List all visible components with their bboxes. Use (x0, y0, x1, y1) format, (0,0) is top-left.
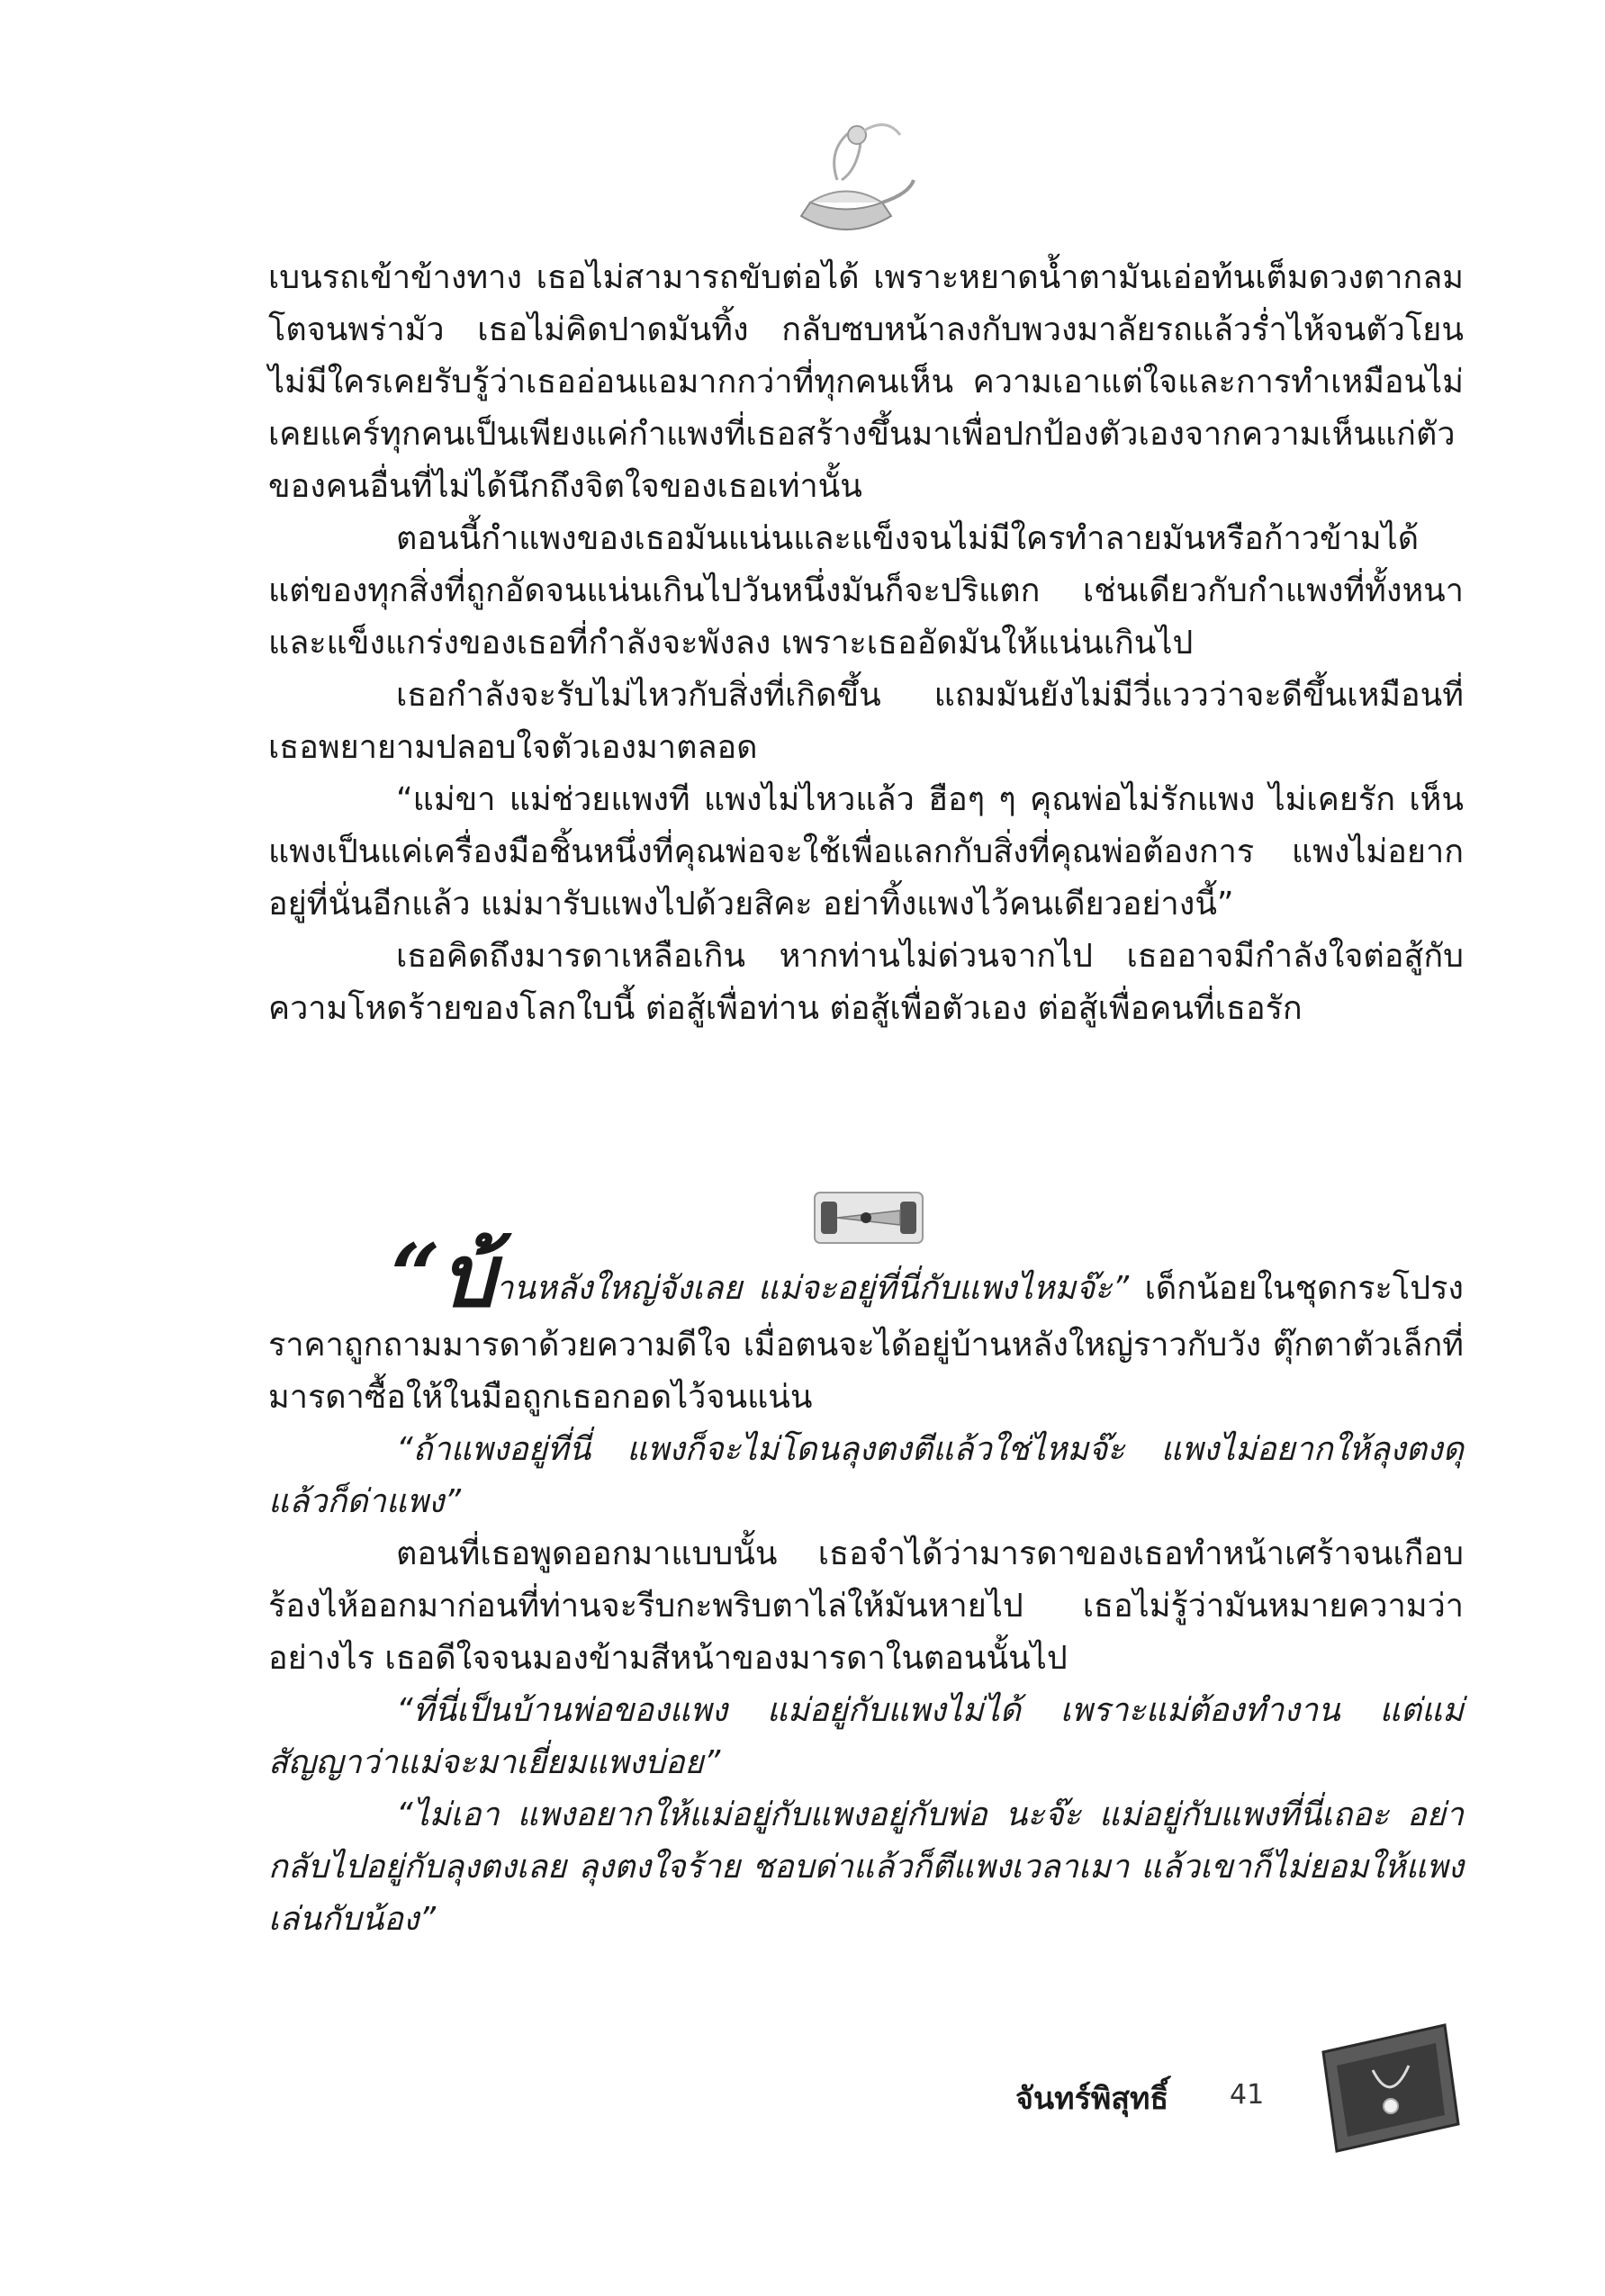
paragraph: เธอคิดถึงมารดาเหลือเกิน หากท่านไม่ด่วนจากไป เธออาจมีกำลังใจต่อสู้กับความโหดร้ายของโลกใบนี้ ต่อสู้เพื่อท่าน ต่อสู้เพื่อตัวเอง ต่อสู้เพื่อคนที่เธอรัก (268, 938, 1464, 1027)
opening-paragraph (268, 1225, 1464, 1424)
dialogue-paragraph: “ถ้าแพงอยู่ที่นี่ แพงก็จะไม่โดนลุงตงตีแล้วใช่ไหมจ๊ะ แพงไม่อยากให้ลุงตงดุแล้วก็ด่าแพง” (268, 1431, 1464, 1520)
paragraph: เธอกำลังจะรับไม่ไหวกับสิ่งที่เกิดขึ้น แถมมันยังไม่มีวี่แววว่าจะดีขึ้นเหมือนที่เธอพยายามปลอบใจตัวเองมาตลอด (268, 677, 1464, 766)
section-1 (268, 252, 1464, 1035)
paragraph: ตอนที่เธอพูดออกมาแบบนั้น เธอจำได้ว่ามารดาของเธอทำหน้าเศร้าจนเกือบร้องไห้ออกมาก่อนที่ท่านจะรีบกะพริบตาไล่ให้มันหายไป เธอไม่รู้ว่ามันหมายความว่าอย่างไร เธอดีใจจนมองข้ามสีหน้าของมารดาในตอนนั้นไป (268, 1535, 1464, 1677)
opening-narration: เด็กน้อยในชุดกระโปรงราคาถูกถามมารดาด้วยความดีใจ เมื่อตนจะได้อยู่บ้านหลังใหญ่ราวกับวัง ตุ๊กตาตัวเล็กที่มารดาซื้อให้ในมือถูกเธอกอดไว้จนแน่น (268, 1270, 1464, 1416)
opening-dialogue: านหลังใหญ่จังเลย แม่จะอยู่ที่นี่กับแพงไหมจ๊ะ” (495, 1270, 1130, 1307)
dialogue-paragraph: “แม่ขา แม่ช่วยแพงที แพงไม่ไหวแล้ว ฮือๆ ๆ คุณพ่อไม่รักแพง ไม่เคยรัก เห็นแพงเป็นแค่เครื่องมือชิ้นหนึ่งที่คุณพ่อจะใช้เพื่อแลกกับสิ่งที่คุณพ่อต้องการ แพงไม่อยากอยู่ที่นั่นอีกแล้ว แม่มารับแพงไปด้วยสิคะ อย่าทิ้งแพงไว้คนเดียวอย่างนี้” (268, 781, 1464, 923)
paragraph: เบนรถเข้าข้างทาง เธอไม่สามารถขับต่อได้ เพราะหยาดน้ำตามันเอ่อท้นเต็มดวงตากลมโตจนพร่ามัว เธอไม่คิดปาดมันทิ้ง กลับซบหน้าลงกับพวงมาลัยรถแล้วร่ำไห้จนตัวโยน ไม่มีใครเคยรับรู้ว่าเธออ่อนแอมากกว่าที่ทุกคนเห็น ความเอาแต่ใจและการทำเหมือนไม่เคยแคร์ทุกคนเป็นเพียงแค่กำแพงที่เธอสร้างขึ้นมาเพื่อปกป้องตัวเองจากความเห็นแก่ตัวของคนอื่นที่ไม่ได้นึกถึงจิตใจของเธอเท่านั้น (268, 259, 1464, 505)
genie-lamp-icon (774, 108, 918, 252)
jewelry-box-icon (1310, 2016, 1463, 2160)
drop-cap: “บ้ (391, 1225, 496, 1327)
paragraph: ตอนนี้กำแพงของเธอมันแน่นและแข็งจนไม่มีใครทำลายมันหรือก้าวข้ามได้ แต่ของทุกสิ่งที่ถูกอัดจนแน่นเกินไปวันหนึ่งมันก็จะปริแตก เช่นเดียวกับกำแพงที่ทั้งหนาและแข็งแกร่งของเธอที่กำลังจะพังลง เพราะเธออัดมันให้แน่นเกินไป (268, 520, 1464, 662)
section-2 (268, 1225, 1464, 1946)
book-title: จันทร์พิสุทธิ์ (1015, 2081, 1169, 2117)
dialogue-paragraph: “ไม่เอา แพงอยากให้แม่อยู่กับแพงอยู่กับพ่อ นะจ๊ะ แม่อยู่กับแพงที่นี่เถอะ อย่ากลับไปอยู่กับลุงตงเลย ลุงตงใจร้าย ชอบด่าแล้วก็ตีแพงเวลาเมา แล้วเขาก็ไม่ยอมให้แพงเล่นกับน้อง” (268, 1796, 1464, 1938)
page-number: 41 (1230, 2079, 1265, 2111)
dialogue-paragraph: “ที่นี่เป็นบ้านพ่อของแพง แม่อยู่กับแพงไม่ได้ เพราะแม่ต้องทำงาน แต่แม่สัญญาว่าแม่จะมาเยี่ยมแพงบ่อย” (268, 1692, 1464, 1781)
